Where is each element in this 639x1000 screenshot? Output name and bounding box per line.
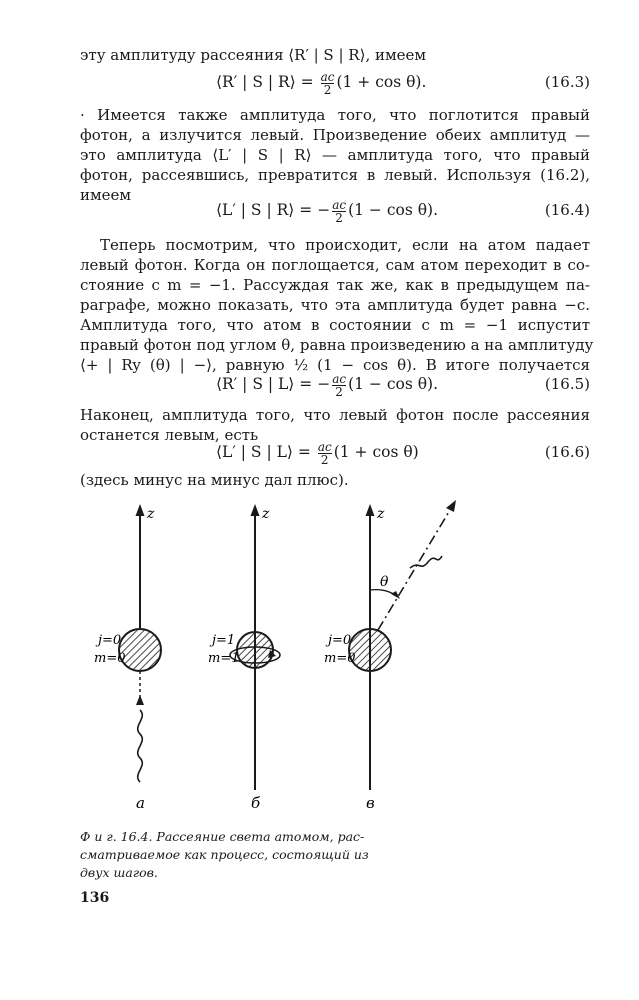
arrow-head-icon — [251, 504, 260, 516]
fraction — [318, 441, 332, 466]
axis-label: z — [147, 506, 155, 522]
state-m: m=0 — [94, 651, 126, 666]
panel-c — [324, 500, 456, 812]
eq-lhs: ⟨R′ | S | R⟩ = — [216, 73, 319, 91]
angle-label: θ — [380, 574, 389, 590]
frac-num: ac — [332, 197, 347, 212]
axis-label: z — [262, 506, 270, 522]
equation-16-5 — [216, 372, 438, 398]
eq-rhs: (1 + cos θ). — [336, 73, 427, 91]
caption-lead: Ф и г. 16.4. — [80, 829, 153, 844]
text-line: стояние с m = −1. Рассуждая так же, как в предыдущем па- — [80, 276, 590, 294]
text-line: Наконец, амплитуда того, что левый фотон после рассеяния — [80, 406, 590, 424]
text-line: · Имеется также амплитуда того, что поглотится правый — [80, 106, 590, 124]
figure-caption-line: сматриваемое как процесс, состоящий из — [80, 847, 369, 862]
state-j: j=1 — [212, 633, 236, 648]
equation-number: (16.6) — [544, 443, 590, 461]
equation-16-4 — [216, 198, 438, 224]
text-line: правый фотон под углом θ, равна произведению a на амплитуду — [80, 336, 594, 354]
text-line: Теперь посмотрим, что происходит, если на атом падает — [100, 236, 590, 254]
fraction — [332, 373, 346, 398]
equation-number: (16.5) — [544, 375, 590, 393]
text-line: останется левым, есть — [80, 426, 259, 444]
photon-wave-icon — [138, 710, 143, 782]
panel-letter: б — [251, 794, 261, 812]
frac-den: 2 — [335, 384, 343, 399]
photon-wave-icon — [410, 556, 442, 568]
eq-lhs: ⟨L′ | S | L⟩ = — [216, 443, 316, 461]
panel-letter: а — [136, 794, 145, 812]
eq-rhs: (1 − cos θ). — [348, 375, 439, 393]
panel-b — [208, 504, 280, 812]
arrow-head-icon — [446, 500, 456, 512]
frac-den: 2 — [320, 452, 329, 467]
state-m: m=0 — [324, 651, 356, 666]
arrow-head-icon — [136, 695, 144, 705]
arrow-head-icon — [136, 504, 145, 516]
text-line: это амплитуда ⟨L′ | S | R⟩ — амплитуда того, что правый — [80, 146, 590, 164]
frac-den: 2 — [323, 82, 332, 97]
panel-a — [94, 504, 161, 812]
state-j: j=0 — [328, 633, 352, 648]
text-line: эту амплитуду рассеяния ⟨R′ | S | R⟩, имеем — [80, 46, 427, 64]
state-m: m=1 — [208, 651, 240, 666]
equation-number: (16.4) — [544, 201, 590, 219]
state-j: j=0 — [98, 633, 122, 648]
fraction — [321, 71, 335, 96]
eq-rhs: (1 − cos θ). — [348, 201, 439, 219]
arrow-head-icon — [366, 504, 375, 516]
figure-caption-line: двух шагов. — [80, 865, 158, 880]
text-line: Амплитуда того, что атом в состоянии с m = −1 испустит — [80, 316, 590, 334]
frac-num: ac — [317, 439, 332, 454]
frac-den: 2 — [335, 210, 343, 225]
text-line: фотон, рассеявшись, превратится в левый. Используя (16.2), — [80, 166, 590, 184]
eq-lhs: ⟨R′ | S | L⟩ = − — [216, 375, 331, 393]
frac-num: ac — [320, 69, 335, 84]
text-line: имеем — [80, 186, 132, 204]
text-line: ⟨+ | Ry (θ) | −⟩, равную ½ (1 − cos θ). В итоге получается — [80, 356, 590, 374]
figure-16-4 — [94, 490, 500, 820]
text-line: левый фотон. Когда он поглощается, сам атом переходит в со- — [80, 256, 590, 274]
text-line: раграфе, можно показать, что эта амплитуда будет равна −c. — [80, 296, 590, 314]
axis-label: z — [377, 506, 385, 522]
equation-number: (16.3) — [544, 73, 590, 91]
eq-rhs: (1 + cos θ) — [333, 443, 419, 461]
text-line: фотон, а излучится левый. Произведение обеих амплитуд — — [80, 126, 590, 144]
figure-caption — [80, 828, 400, 846]
fraction — [332, 199, 346, 224]
caption-text: Рассеяние света атомом, рас- — [152, 829, 365, 844]
equation-16-6 — [216, 440, 419, 466]
page-number: 136 — [80, 890, 110, 906]
scattered-photon-path — [378, 510, 450, 630]
frac-num: ac — [332, 371, 347, 386]
panel-letter: в — [366, 794, 375, 812]
equation-16-3 — [216, 70, 426, 96]
eq-lhs: ⟨L′ | S | R⟩ = − — [216, 201, 331, 219]
text-line: (здесь минус на минус дал плюс). — [80, 471, 349, 489]
